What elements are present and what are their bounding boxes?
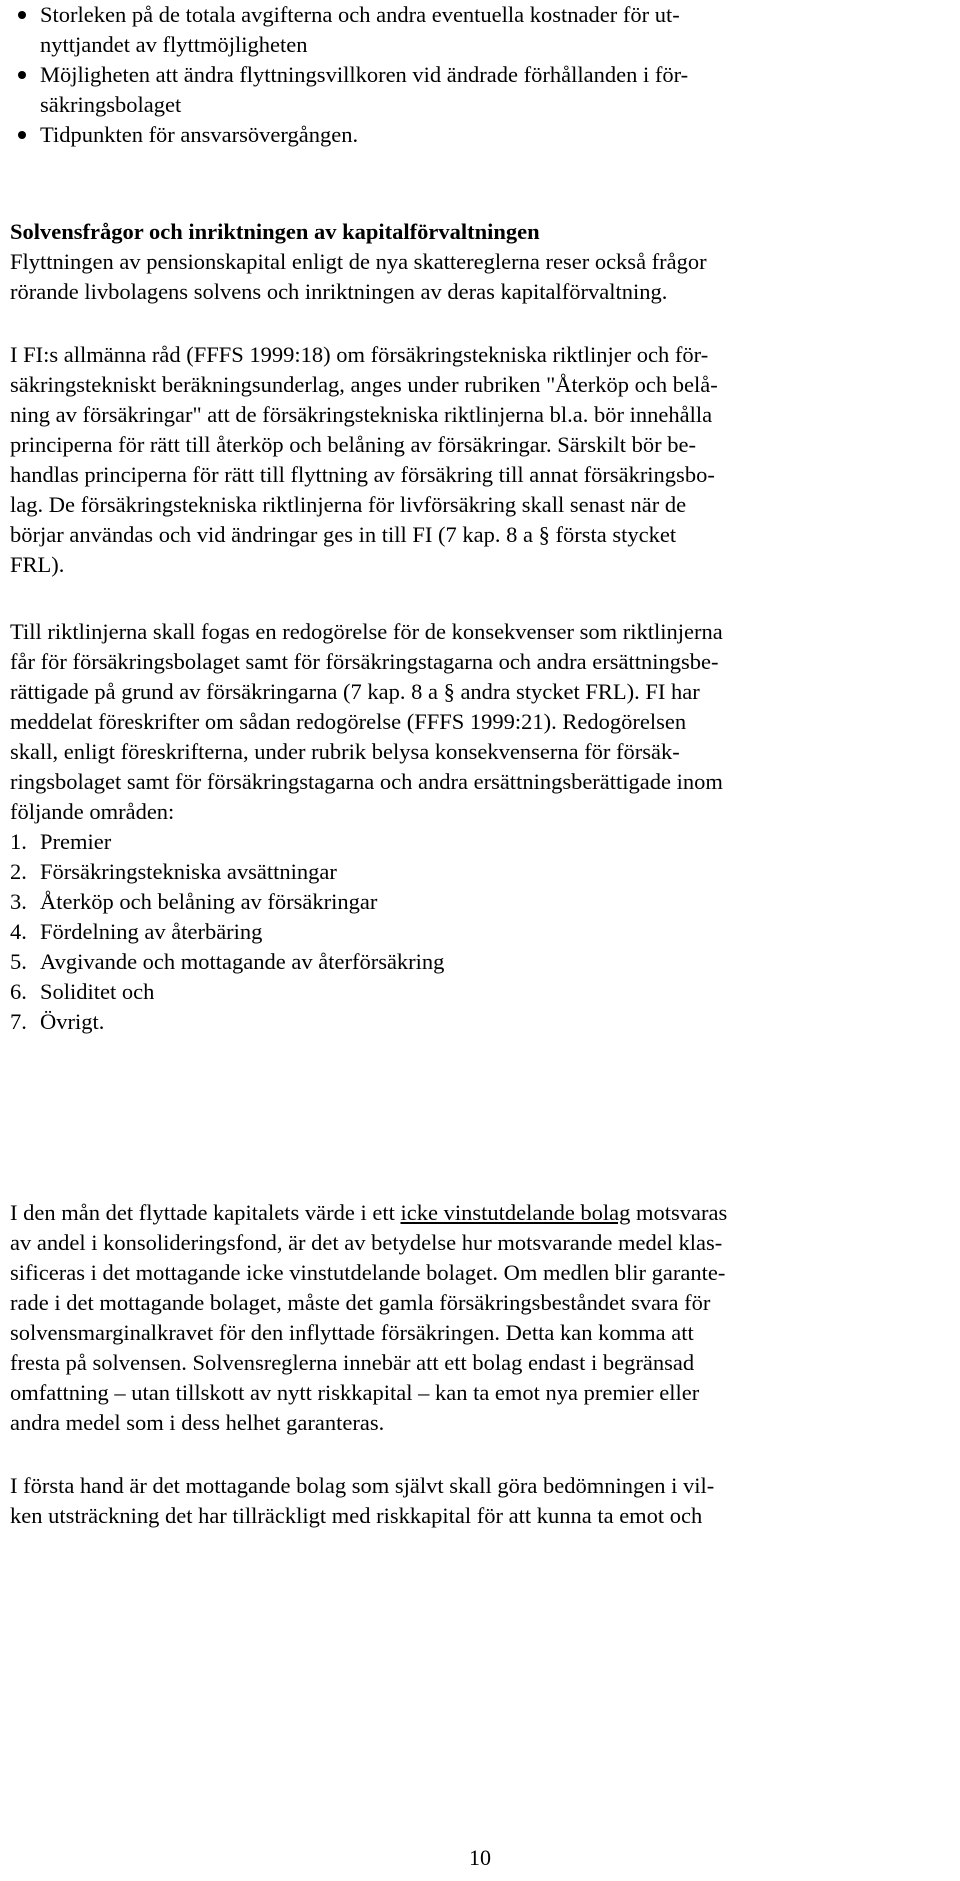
fi-paragraph	[10, 340, 950, 580]
paragraph-line: skall, enligt föreskrifterna, under rubrik belysa konsekvenserna för försäk-	[10, 739, 680, 764]
list-item	[10, 857, 950, 887]
paragraph-line: av andel i konsolideringsfond, är det av betydelse hur motsvarande medel klas-	[10, 1230, 723, 1255]
paragraph-line: I första hand är det mottagande bolag som självt skall göra bedömningen i vil-	[10, 1473, 715, 1498]
list-item-text: Övrigt.	[40, 1009, 105, 1034]
list-item-text: Återköp och belåning av försäkringar	[40, 889, 378, 914]
paragraph-line: rörande livbolagens solvens och inriktningen av deras kapitalförvaltning.	[10, 279, 668, 304]
transfer-paragraph	[10, 1198, 950, 1438]
list-item	[10, 947, 950, 977]
paragraph-line: ringsbolaget samt för försäkringstagarna och andra ersättningsberättigade inom	[10, 769, 723, 794]
paragraph-line: får för försäkringsbolaget samt för försäkringstagarna och andra ersättningsbe-	[10, 649, 719, 674]
bullet-list	[10, 0, 950, 150]
list-item-text: Försäkringstekniska avsättningar	[40, 859, 337, 884]
list-item-number: 3.	[10, 889, 27, 914]
bullet-item	[10, 0, 950, 60]
numbered-list	[10, 827, 950, 1037]
paragraph-line: fresta på solvensen. Solvensreglerna innebär att ett bolag endast i begränsad	[10, 1350, 695, 1375]
paragraph-line: principerna för rätt till återköp och belåning av försäkringar. Särskilt bör be-	[10, 432, 697, 457]
list-item-number: 1.	[10, 829, 27, 854]
bullet-line: nyttjandet av flyttmöjligheten	[40, 32, 308, 57]
paragraph-line	[10, 1198, 950, 1228]
paragraph-line: rade i det mottagande bolaget, måste det gamla försäkringsbeståndet svara för	[10, 1290, 711, 1315]
paragraph-line: andra medel som i dess helhet garanteras.	[10, 1410, 385, 1435]
list-item-text: Soliditet och	[40, 979, 155, 1004]
bullet-line: säkringsbolaget	[40, 92, 182, 117]
paragraph-line: solvensmarginalkravet för den inflyttade försäkringen. Detta kan komma att	[10, 1320, 694, 1345]
list-item	[10, 887, 950, 917]
bullet-line: Tidpunkten för ansvarsövergången.	[40, 122, 359, 147]
paragraph-line: handlas principerna för rätt till flyttning av försäkring till annat försäkringsbo-	[10, 462, 715, 487]
bullet-dot-icon	[18, 131, 26, 139]
paragraph-line: Till riktlinjerna skall fogas en redogörelse för de konsekvenser som riktlinjerna	[10, 619, 723, 644]
list-item-text: Premier	[40, 829, 112, 854]
paragraph-line: FRL).	[10, 552, 65, 577]
paragraph-line: följande områden:	[10, 799, 175, 824]
guidelines-paragraph	[10, 617, 950, 1037]
section-heading: Solvensfrågor och inriktningen av kapitalförvaltningen	[10, 219, 540, 244]
paragraph-line: I FI:s allmänna råd (FFFS 1999:18) om försäkringstekniska riktlinjer och för-	[10, 342, 709, 367]
page-number: 10	[469, 1845, 491, 1870]
paragraph-line: meddelat föreskrifter om sådan redogörelse (FFFS 1999:21). Redogörelsen	[10, 709, 687, 734]
paragraph-line: ning av försäkringar" att de försäkringstekniska riktlinjerna bl.a. bör innehålla	[10, 402, 713, 427]
bullet-dot-icon	[18, 11, 26, 19]
paragraph-line: ken utsträckning det har tillräckligt med riskkapital för att kunna ta emot och	[10, 1503, 703, 1528]
list-item	[10, 827, 950, 857]
list-item-text: Fördelning av återbäring	[40, 919, 263, 944]
final-paragraph	[10, 1471, 950, 1531]
list-item-number: 4.	[10, 919, 27, 944]
bullet-item	[10, 60, 950, 120]
list-item	[10, 1007, 950, 1037]
paragraph-line: säkringstekniskt beräkningsunderlag, anges under rubriken "Återköp och belå-	[10, 372, 718, 397]
list-item	[10, 917, 950, 947]
paragraph-line: lag. De försäkringstekniska riktlinjerna för livförsäkring skall senast när de	[10, 492, 687, 517]
text-span: I den mån det flyttade kapitalets värde i ett	[10, 1200, 401, 1225]
bullet-dot-icon	[18, 71, 26, 79]
list-item-text: Avgivande och mottagande av återförsäkring	[40, 949, 445, 974]
list-item-number: 2.	[10, 859, 27, 884]
bullet-line: Storleken på de totala avgifterna och andra eventuella kostnader för ut-	[40, 2, 680, 27]
list-item	[10, 977, 950, 1007]
paragraph-line: omfattning – utan tillskott av nytt riskkapital – kan ta emot nya premier eller	[10, 1380, 700, 1405]
paragraph-line: Flyttningen av pensionskapital enligt de nya skattereglerna reser också frågor	[10, 249, 707, 274]
list-item-number: 7.	[10, 1009, 27, 1034]
bullet-item	[10, 120, 950, 150]
underlined-term: icke vinstutdelande bolag	[400, 1200, 631, 1225]
bullet-line: Möjligheten att ändra flyttningsvillkoren vid ändrade förhållanden i för-	[40, 62, 689, 87]
list-item-number: 6.	[10, 979, 27, 1004]
solvency-section	[10, 217, 950, 307]
text-span: motsvaras	[630, 1200, 728, 1225]
paragraph-line: rättigade på grund av försäkringarna (7 kap. 8 a § andra stycket FRL). FI har	[10, 679, 700, 704]
paragraph-line: sificeras i det mottagande icke vinstutdelande bolaget. Om medlen blir garante-	[10, 1260, 726, 1285]
paragraph-line: börjar användas och vid ändringar ges in till FI (7 kap. 8 a § första stycket	[10, 522, 677, 547]
list-item-number: 5.	[10, 949, 27, 974]
